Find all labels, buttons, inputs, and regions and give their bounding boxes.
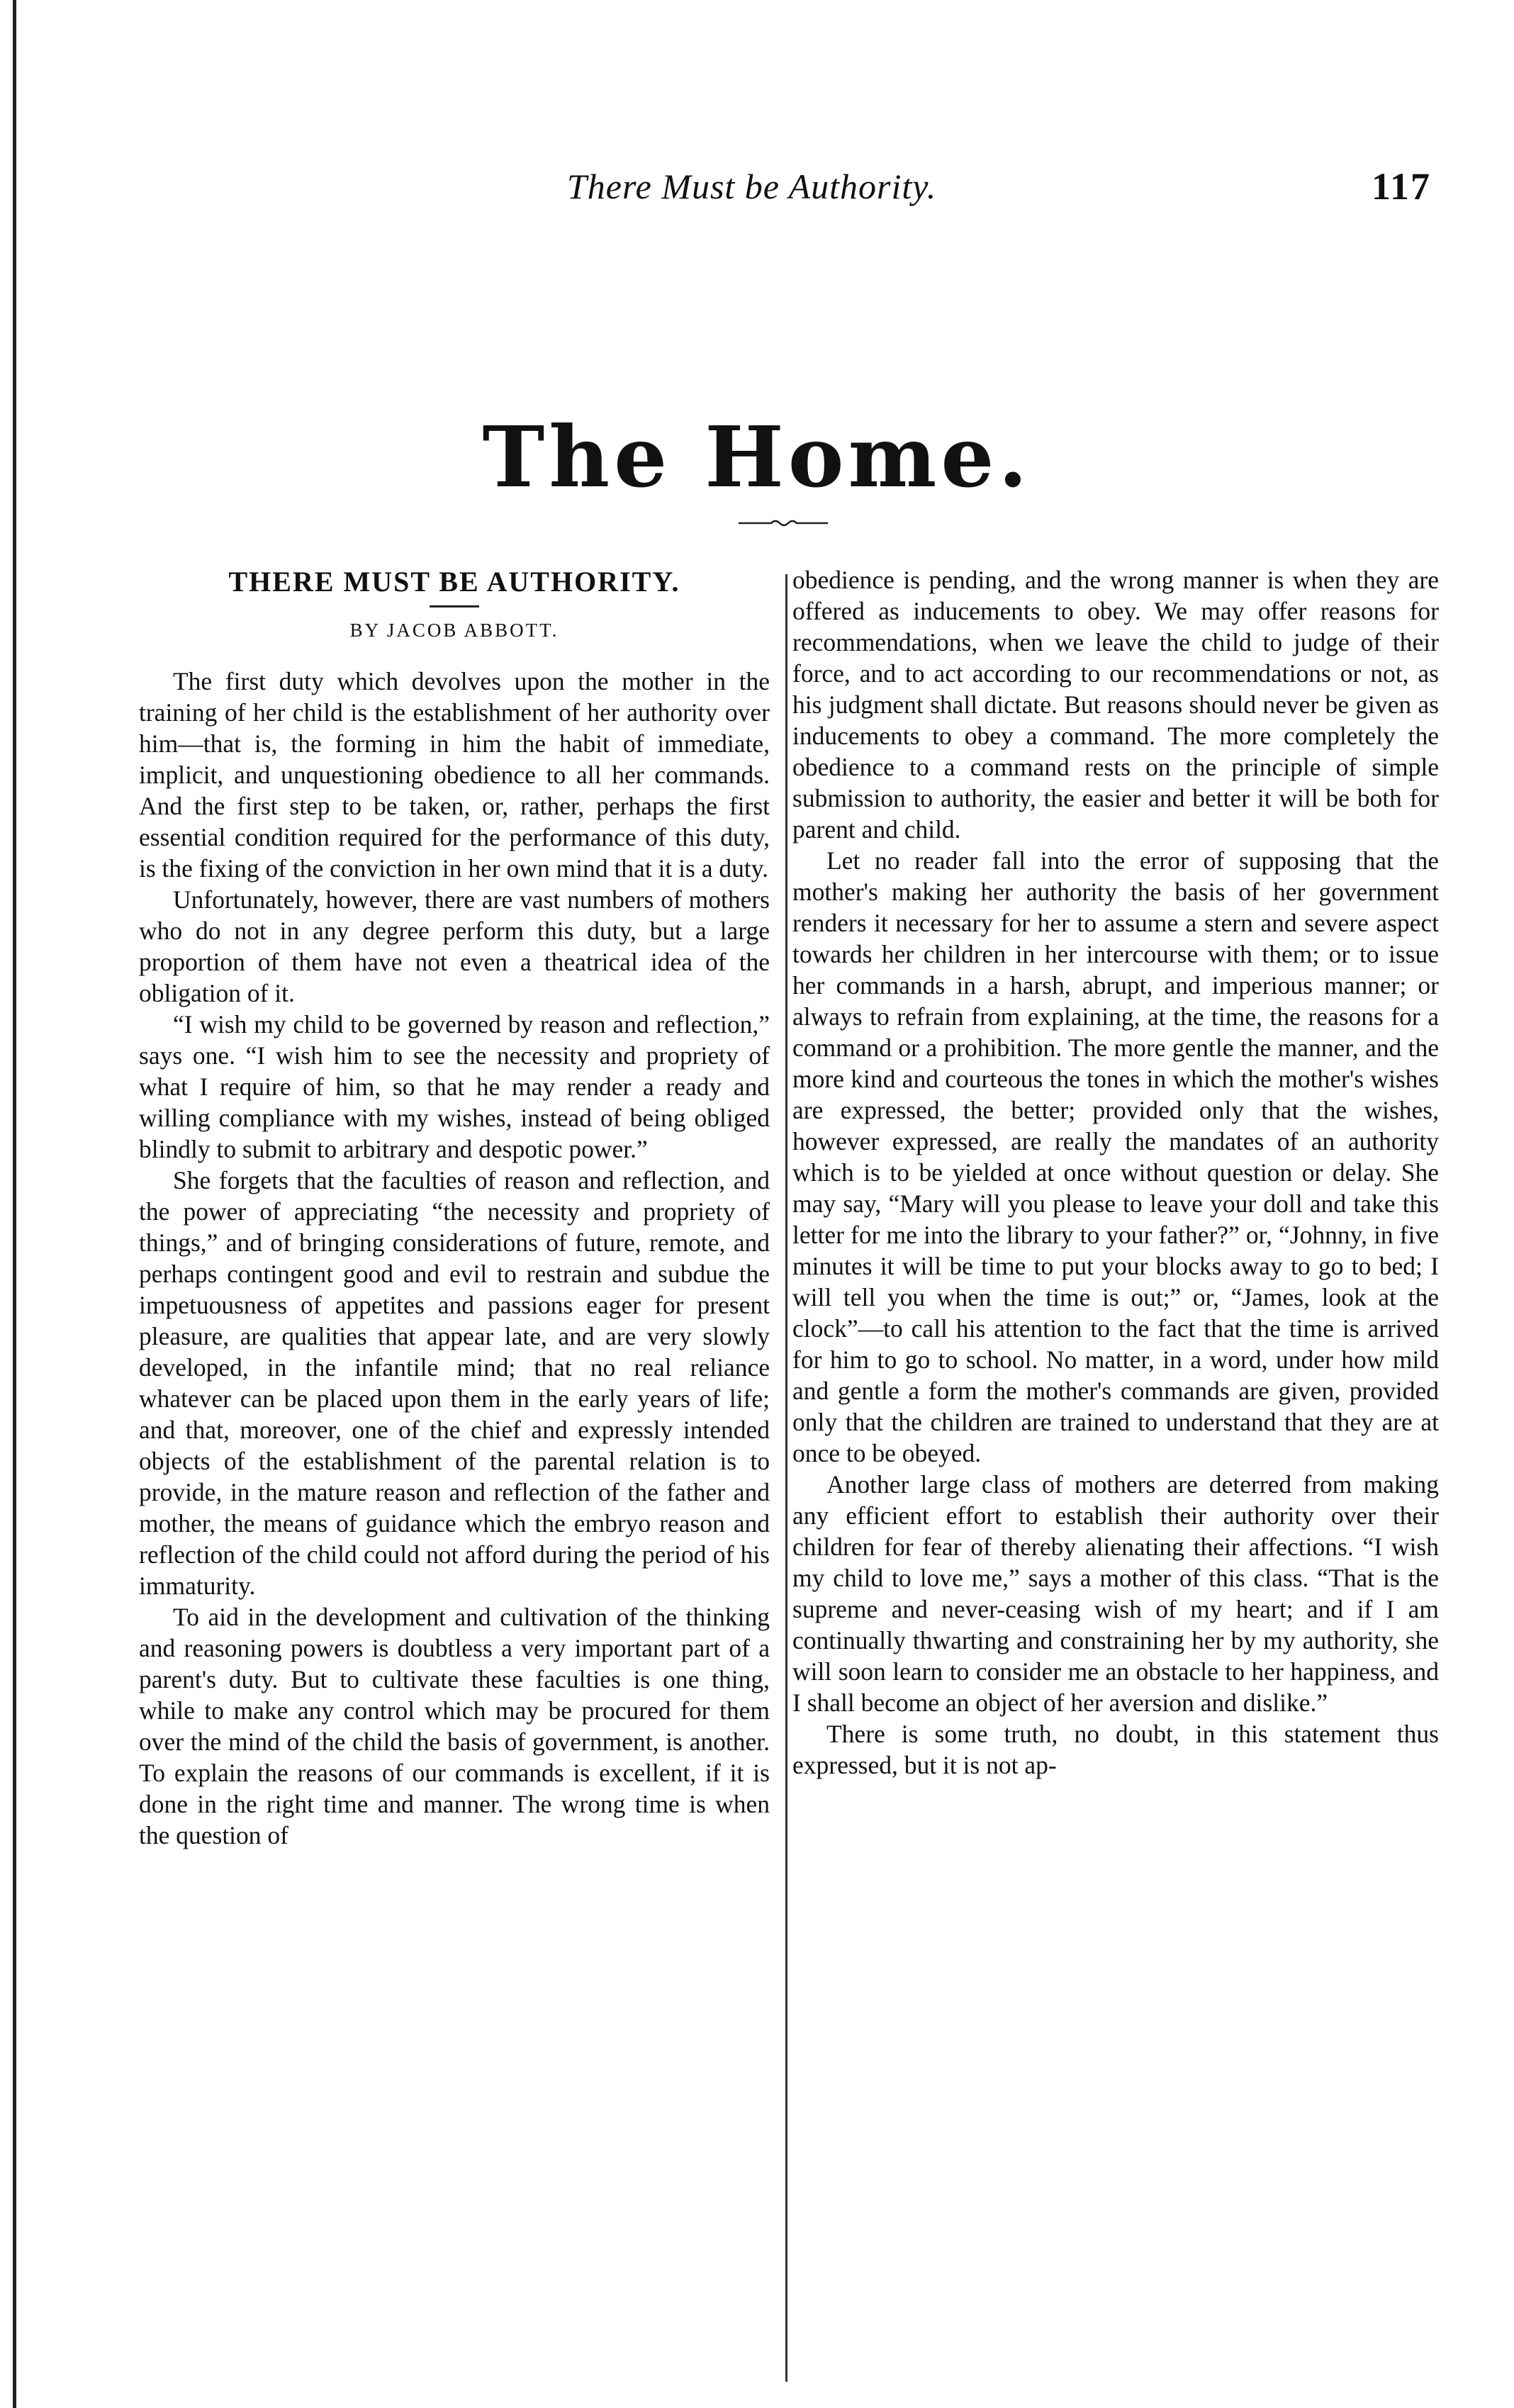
page-number: 117 [1372, 165, 1432, 208]
section-title: The Home. [482, 408, 1032, 506]
paragraph: Unfortunately, however, there are vast numbers of mothers who do not in any degree perform this duty, but a large proportion of them have not even a theatrical idea of the obligation of it. [139, 885, 770, 1007]
paragraph: The first duty which devolves upon the mother in the training of her child is the establishment of her authority over him—that is, the forming in him the habit of immediate, implicit, and unquestioning obedience to all her commands. And the first step to be taken, or, rather, perhaps the first essential condition required for the performance of this duty, is the fixing of the conviction in her own mind that it is a duty. [139, 667, 770, 883]
byline: BY JACOB ABBOTT. [349, 620, 559, 641]
paragraph: There is some truth, no doubt, in this statement thus expressed, but it is not ap- [792, 1720, 1439, 1779]
left-column [139, 564, 770, 1851]
right-column [792, 564, 1439, 1781]
paragraph: To aid in the development and cultivation of the thinking and reasoning powers is doubtless a very important part of a parent's duty. But to cultivate these faculties is one thing, while to make any control which may be procured for them over the mind of the child the basis of government, is another. To explain the reasons of our commands is excellent, if it is done in the right time and manner. The wrong time is when the question of [139, 1603, 770, 1849]
paragraph: She forgets that the faculties of reason and reflection, and the power of appreciating “the necessity and propriety of things,” and of bringing considerations of future, remote, and perhaps contingent good and evil to restrain and subdue the impetuousness of appetites and passions eager for present pleasure, are qualities that appear late, and are very slowly developed, in the infantile mind; that no real reliance whatever can be placed upon them in the early years of life; and that, moreover, one of the chief and expressly intended objects of the establishment of the parental relation is to provide, in the mature reason and reflection of the father and mother, the means of guidance which the embryo reason and reflection of the child could not afford during the period of his immaturity. [139, 1166, 770, 1600]
page-edge-shadow [13, 0, 16, 2408]
paragraph: “I wish my child to be governed by reason and reflection,” says one. “I wish him to see the necessity and propriety of what I require of him, so that he may render a ready and willing compliance with my wishes, instead of being obliged blindly to submit to arbitrary and despotic power.” [139, 1010, 770, 1163]
running-title: There Must be Authority. [567, 167, 937, 206]
paragraph: obedience is pending, and the wrong manner is when they are offered as inducements to obey. We may offer reasons for recommendations, when we leave the child to judge of their force, and to act according to our recommendations or not, as his judgment shall dictate. But reasons should never be given as inducements to obey a command. The more completely the obedience to a command rests on the principle of simple submission to authority, the easier and better it will be both for parent and child. [792, 566, 1439, 844]
paragraph: Let no reader fall into the error of supposing that the mother's making her authority the basis of her government renders it necessary for her to assume a stern and severe aspect towards her children in her intercourse with them; or to issue her commands in a harsh, abrupt, and imperious manner; or always to refrain from explaining, at the time, the reasons for a command or a prohibition. The more gentle the manner, and the more kind and courteous the tones in which the mother's wishes are expressed, the better; provided only that the wishes, however expressed, are really the mandates of an authority which is to be yielded at once without question or delay. She may say, “Mary will you please to leave your doll and take this letter for me into the library to your father?” or, “Johnny, in five minutes it will be time to put your blocks away to go to bed; I will tell you when the time is out;” or, “James, look at the clock”—to call his attention to the fact that the time is arrived for him to go to school. No matter, in a word, under how mild and gentle a form the mother's commands are given, provided only that the children are trained to understand that they are at once to be obeyed. [792, 846, 1439, 1467]
article-title: THERE MUST BE AUTHORITY. [228, 566, 680, 598]
column-divider [785, 574, 787, 2382]
ornament-divider [737, 516, 829, 530]
title-rule [430, 605, 479, 607]
paragraph: Another large class of mothers are deterred from making any efficient effort to establish their authority over their children for fear of thereby alienating their affections. “I wish my child to love me,” says a mother of this class. “That is the supreme and never-ceasing wish of my heart; and if I am continually thwarting and constraining her by my authority, she will soon learn to consider me an obstacle to her happiness, and I shall become an object of her aversion and dislike.” [792, 1470, 1439, 1717]
